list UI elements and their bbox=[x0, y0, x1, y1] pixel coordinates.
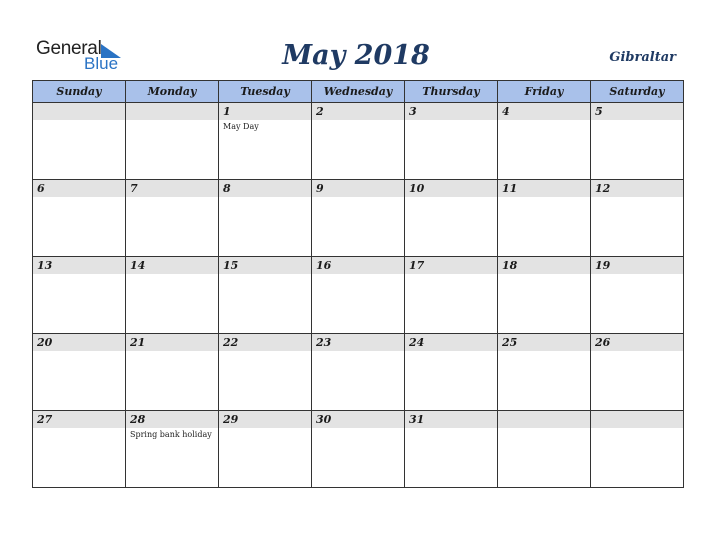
day-number: 18 bbox=[498, 257, 590, 274]
day-number: 27 bbox=[33, 411, 125, 428]
weekday-header-sunday: Sunday bbox=[33, 81, 126, 103]
weekday-header-friday: Friday bbox=[498, 81, 591, 103]
calendar-day-cell bbox=[219, 334, 312, 411]
calendar-week-row bbox=[33, 334, 684, 411]
month-calendar-grid bbox=[32, 80, 684, 488]
day-number: 22 bbox=[219, 334, 311, 351]
calendar-day-cell bbox=[126, 257, 219, 334]
day-number: 11 bbox=[498, 180, 590, 197]
calendar-day-cell bbox=[591, 334, 684, 411]
calendar-title: May 2018 bbox=[282, 40, 430, 71]
day-number: 13 bbox=[33, 257, 125, 274]
day-number: 4 bbox=[498, 103, 590, 120]
day-number: 5 bbox=[591, 103, 683, 120]
day-number: 16 bbox=[312, 257, 404, 274]
day-number: 31 bbox=[405, 411, 497, 428]
calendar-day-cell bbox=[219, 103, 312, 180]
calendar-day-cell bbox=[126, 103, 219, 180]
day-number: 1 bbox=[219, 103, 311, 120]
calendar-day-cell bbox=[312, 334, 405, 411]
calendar-day-cell bbox=[405, 257, 498, 334]
calendar-day-cell bbox=[219, 257, 312, 334]
calendar-day-cell bbox=[498, 334, 591, 411]
day-number: 23 bbox=[312, 334, 404, 351]
weekday-header-row bbox=[33, 81, 684, 103]
day-number: 10 bbox=[405, 180, 497, 197]
day-number: 24 bbox=[405, 334, 497, 351]
day-number bbox=[126, 103, 218, 120]
day-number: 8 bbox=[219, 180, 311, 197]
day-number: 26 bbox=[591, 334, 683, 351]
day-number bbox=[33, 103, 125, 120]
calendar-day-cell bbox=[33, 103, 126, 180]
calendar-day-cell bbox=[591, 257, 684, 334]
day-number: 17 bbox=[405, 257, 497, 274]
day-number: 7 bbox=[126, 180, 218, 197]
day-number bbox=[498, 411, 590, 428]
day-number: 30 bbox=[312, 411, 404, 428]
day-number: 14 bbox=[126, 257, 218, 274]
calendar-week-row bbox=[33, 103, 684, 180]
calendar-day-cell bbox=[312, 103, 405, 180]
weekday-header-monday: Monday bbox=[126, 81, 219, 103]
logo-general-text: General bbox=[36, 38, 102, 59]
calendar-day-cell bbox=[33, 257, 126, 334]
calendar-day-cell bbox=[591, 103, 684, 180]
region-label: Gibraltar bbox=[609, 50, 676, 65]
calendar-day-cell bbox=[498, 103, 591, 180]
calendar-day-cell bbox=[33, 334, 126, 411]
calendar-day-cell bbox=[591, 411, 684, 488]
calendar-day-cell bbox=[219, 411, 312, 488]
weekday-header-saturday: Saturday bbox=[591, 81, 684, 103]
day-number: 21 bbox=[126, 334, 218, 351]
calendar-day-cell bbox=[126, 180, 219, 257]
weekday-header-wednesday: Wednesday bbox=[312, 81, 405, 103]
day-number: 25 bbox=[498, 334, 590, 351]
calendar-day-cell bbox=[219, 180, 312, 257]
weekday-header-thursday: Thursday bbox=[405, 81, 498, 103]
calendar-day-cell bbox=[498, 411, 591, 488]
day-number bbox=[591, 411, 683, 428]
holiday-label: May Day bbox=[223, 122, 259, 131]
calendar-day-cell bbox=[33, 180, 126, 257]
calendar-week-row bbox=[33, 180, 684, 257]
day-number: 2 bbox=[312, 103, 404, 120]
logo-blue-text: Blue bbox=[84, 54, 119, 73]
day-number: 15 bbox=[219, 257, 311, 274]
day-number: 19 bbox=[591, 257, 683, 274]
day-number: 20 bbox=[33, 334, 125, 351]
calendar-week-row bbox=[33, 411, 684, 488]
calendar-day-cell bbox=[405, 411, 498, 488]
calendar-day-cell bbox=[591, 180, 684, 257]
day-number: 3 bbox=[405, 103, 497, 120]
calendar-day-cell bbox=[405, 334, 498, 411]
day-number: 6 bbox=[33, 180, 125, 197]
calendar-day-cell bbox=[126, 411, 219, 488]
calendar-day-cell bbox=[405, 180, 498, 257]
day-number: 29 bbox=[219, 411, 311, 428]
calendar-day-cell bbox=[405, 103, 498, 180]
day-number: 9 bbox=[312, 180, 404, 197]
calendar-day-cell bbox=[498, 180, 591, 257]
calendar-day-cell bbox=[33, 411, 126, 488]
calendar-day-cell bbox=[312, 180, 405, 257]
day-number: 28 bbox=[126, 411, 218, 428]
weekday-header-tuesday: Tuesday bbox=[219, 81, 312, 103]
calendar-week-row bbox=[33, 257, 684, 334]
calendar-day-cell bbox=[126, 334, 219, 411]
day-number: 12 bbox=[591, 180, 683, 197]
calendar-day-cell bbox=[312, 257, 405, 334]
calendar-day-cell bbox=[312, 411, 405, 488]
holiday-label: Spring bank holiday bbox=[130, 430, 212, 439]
calendar-day-cell bbox=[498, 257, 591, 334]
